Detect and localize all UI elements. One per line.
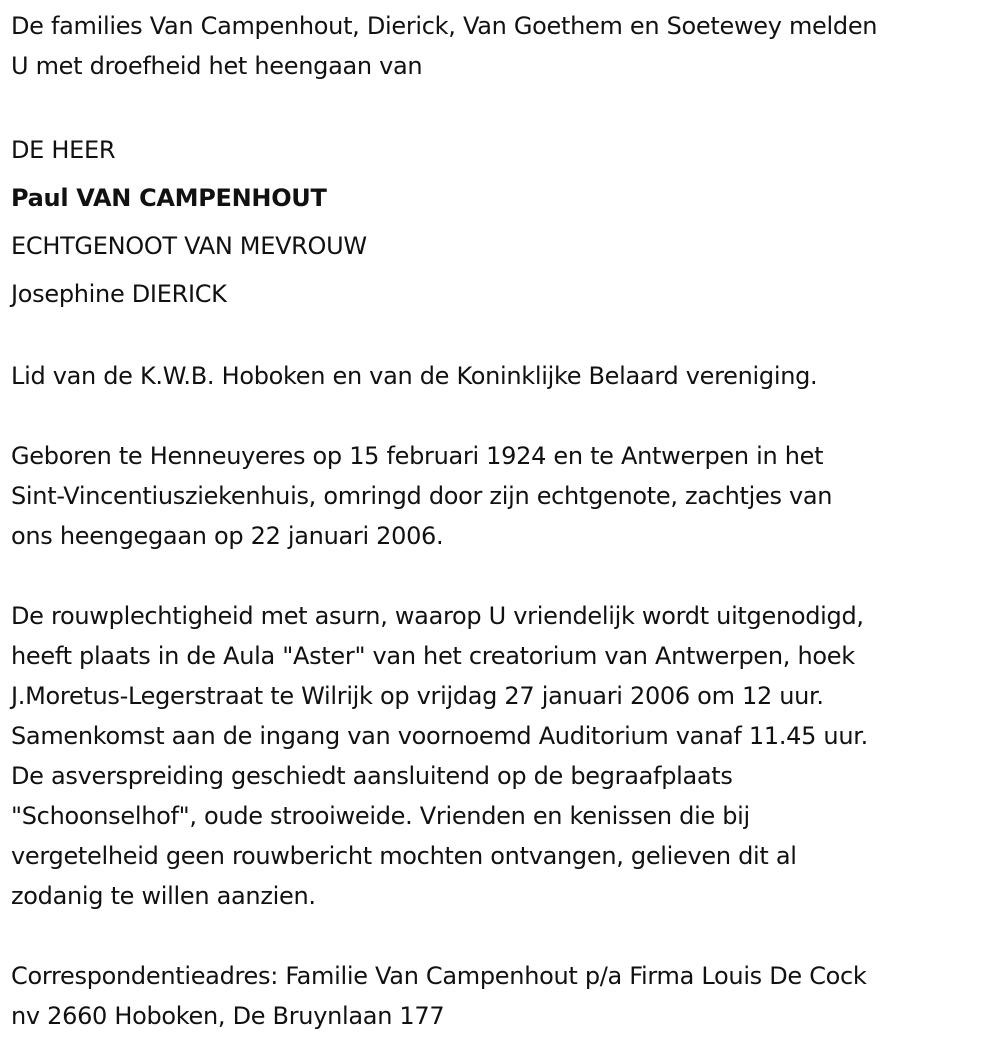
ceremony-line-7: vergetelheid geen rouwbericht mochten ontvangen, gelieven dit al [11, 842, 797, 870]
spacer [11, 556, 996, 596]
ceremony-line-4: Samenkomst aan de ingang van voornoemd Auditorium vanaf 11.45 uur. [11, 722, 868, 750]
ceremony-line-1: De rouwplechtigheid met asurn, waarop U vriendelijk wordt uitgenodigd, [11, 602, 864, 630]
membership-line: Lid van de K.W.B. Hoboken en van de Koninklijke Belaard vereniging. [11, 362, 818, 390]
correspondence-line-2: nv 2660 Hoboken, De Bruynlaan 177 [11, 1002, 445, 1030]
ceremony-paragraph [11, 596, 996, 916]
birth-death-line-3: ons heengegaan op 22 januari 2006. [11, 522, 444, 550]
title-line: DE HEER [11, 136, 116, 164]
birth-death-paragraph [11, 436, 996, 556]
deceased-block [11, 126, 996, 318]
ceremony-line-2: heeft plaats in de Aula "Aster" van het creatorium van Antwerpen, hoek [11, 642, 855, 670]
correspondence-line-1: Correspondentieadres: Familie Van Campenhout p/a Firma Louis De Cock [11, 962, 867, 990]
spouse-label: ECHTGENOOT VAN MEVROUW [11, 232, 367, 260]
membership-paragraph [11, 356, 996, 396]
birth-death-line-1: Geboren te Henneuyeres op 15 februari 1924 en te Antwerpen in het [11, 442, 824, 470]
ceremony-line-3: J.Moretus-Legerstraat te Wilrijk op vrijdag 27 januari 2006 om 12 uur. [11, 682, 824, 710]
ceremony-line-6: "Schoonselhof", oude strooiweide. Vrienden en kenissen die bij [11, 802, 750, 830]
intro-paragraph [11, 6, 996, 86]
ceremony-line-8: zodanig te willen aanzien. [11, 882, 316, 910]
spouse-name: Josephine DIERICK [11, 280, 227, 308]
spacer [11, 396, 996, 436]
spacer [11, 318, 996, 356]
intro-line-2: U met droefheid het heengaan van [11, 52, 423, 80]
spacer [11, 86, 996, 126]
ceremony-line-5: De asverspreiding geschiedt aansluitend op de begraafplaats [11, 762, 733, 790]
intro-line-1: De families Van Campenhout, Dierick, Van Goethem en Soetewey melden [11, 12, 878, 40]
birth-death-line-2: Sint-Vincentiusziekenhuis, omringd door zijn echtgenote, zachtjes van [11, 482, 833, 510]
spacer [11, 916, 996, 956]
correspondence-paragraph [11, 956, 996, 1036]
obituary-document [11, 6, 996, 1036]
deceased-name: Paul VAN CAMPENHOUT [11, 184, 327, 212]
